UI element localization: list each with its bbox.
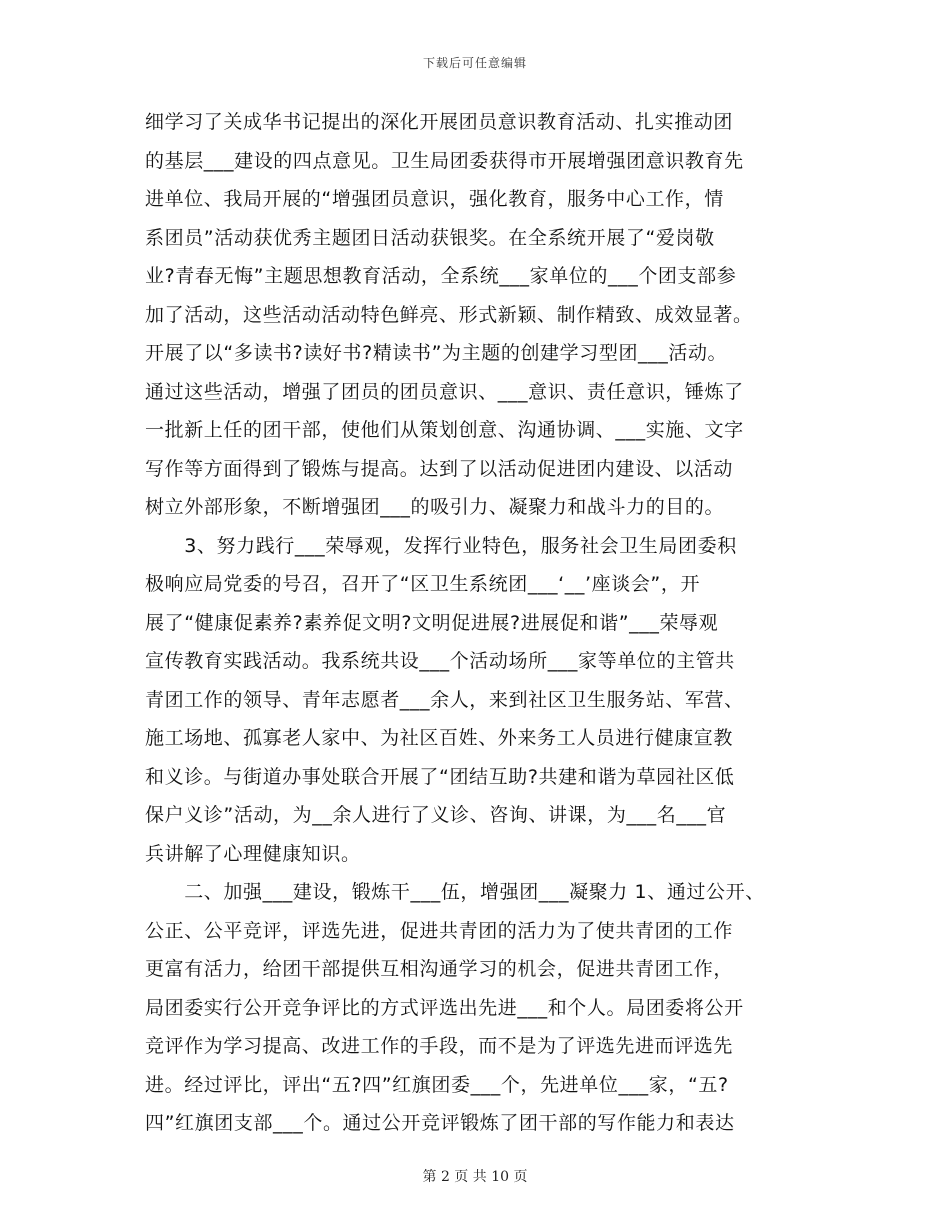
body-line: 的基层___建设的四点意见。卫生局团委获得市开展增强团意识教育先	[145, 149, 744, 172]
body-line: 局团委实行公开竞争评比的方式评选出先进___和个人。局团委将公开	[145, 996, 744, 1019]
body-line: 极响应局党委的号召，召开了“区卫生系统团___‘__’座谈会”，开	[145, 573, 701, 595]
body-line: 进。经过评比，评出“五?四”红旗团委___个，先进单位___家，“五?	[145, 1073, 729, 1096]
body-line: 系团员”活动获优秀主题团日活动获银奖。在全系统开展了“爱岗敬	[145, 226, 715, 249]
body-line: 写作等方面得到了锻炼与提高。达到了以活动促进团内建设、以活动	[145, 457, 734, 480]
document-body	[145, 103, 810, 1143]
body-line: 业?青春无悔”主题思想教育活动，全系统___家单位的___个团支部参	[145, 265, 737, 287]
body-line: 开展了以“多读书?读好书?精读书”为主题的创建学习型团___活动。	[145, 342, 728, 364]
body-line: 兵讲解了心理健康知识。	[145, 842, 361, 865]
body-line: 施工场地、孤寡老人家中、为社区百姓、外来务工人员进行健康宣教	[145, 727, 734, 749]
page-footer: 第 2 页 共 10 页	[422, 1169, 528, 1185]
body-line: 和义诊。与街道办事处联合开展了“团结互助?共建和谐为草园社区低	[145, 765, 735, 788]
body-line: 公正、公平竞评，评选先进，促进共青团的活力为了使共青团的工作	[145, 919, 734, 942]
body-line: 一批新上任的团干部，使他们从策划创意、沟通协调、___实施、文字	[145, 419, 744, 441]
body-line: 二、加强___建设，锻炼干___伍，增强团___凝聚力 1、通过公开、	[145, 881, 765, 903]
body-line: 保户义诊”活动，为__余人进行了义诊、咨询、讲课，为___名___官	[145, 804, 727, 826]
page-header: 下载后可任意编辑	[422, 56, 527, 70]
body-line: 3、努力践行___荣辱观，发挥行业特色，服务社会卫生局团委积	[145, 534, 737, 557]
body-line: 宣传教育实践活动。我系统共设___个活动场所___家等单位的主管共	[145, 650, 735, 672]
body-line: 四”红旗团支部___个。通过公开竞评锻炼了团干部的写作能力和表达	[145, 1112, 735, 1134]
body-line: 通过这些活动，增强了团员的团员意识、___意识、责任意识，锤炼了	[145, 380, 744, 403]
body-line: 加了活动，这些活动活动特色鲜亮、形式新颖、制作精致、成效显著。	[145, 303, 753, 326]
body-line: 青团工作的领导、青年志愿者___余人，来到社区卫生服务站、军营、	[145, 688, 744, 711]
body-line: 进单位、我局开展的“增强团员意识，强化教育，服务中心工作，情	[145, 188, 724, 210]
body-line: 更富有活力，给团干部提供互相沟通学习的机会，促进共青团工作，	[145, 958, 734, 980]
body-line: 树立外部形象，不断增强团___的吸引力、凝聚力和战斗力的目的。	[145, 496, 725, 518]
body-line: 展了“健康促素养?素养促文明?文明促进展?进展促和谐”___荣辱观	[145, 611, 719, 634]
body-line: 竞评作为学习提高、改进工作的手段，而不是为了评选先进而评选先	[145, 1035, 734, 1057]
body-line: 细学习了关成华书记提出的深化开展团员意识教育活动、扎实推动团	[145, 111, 734, 133]
